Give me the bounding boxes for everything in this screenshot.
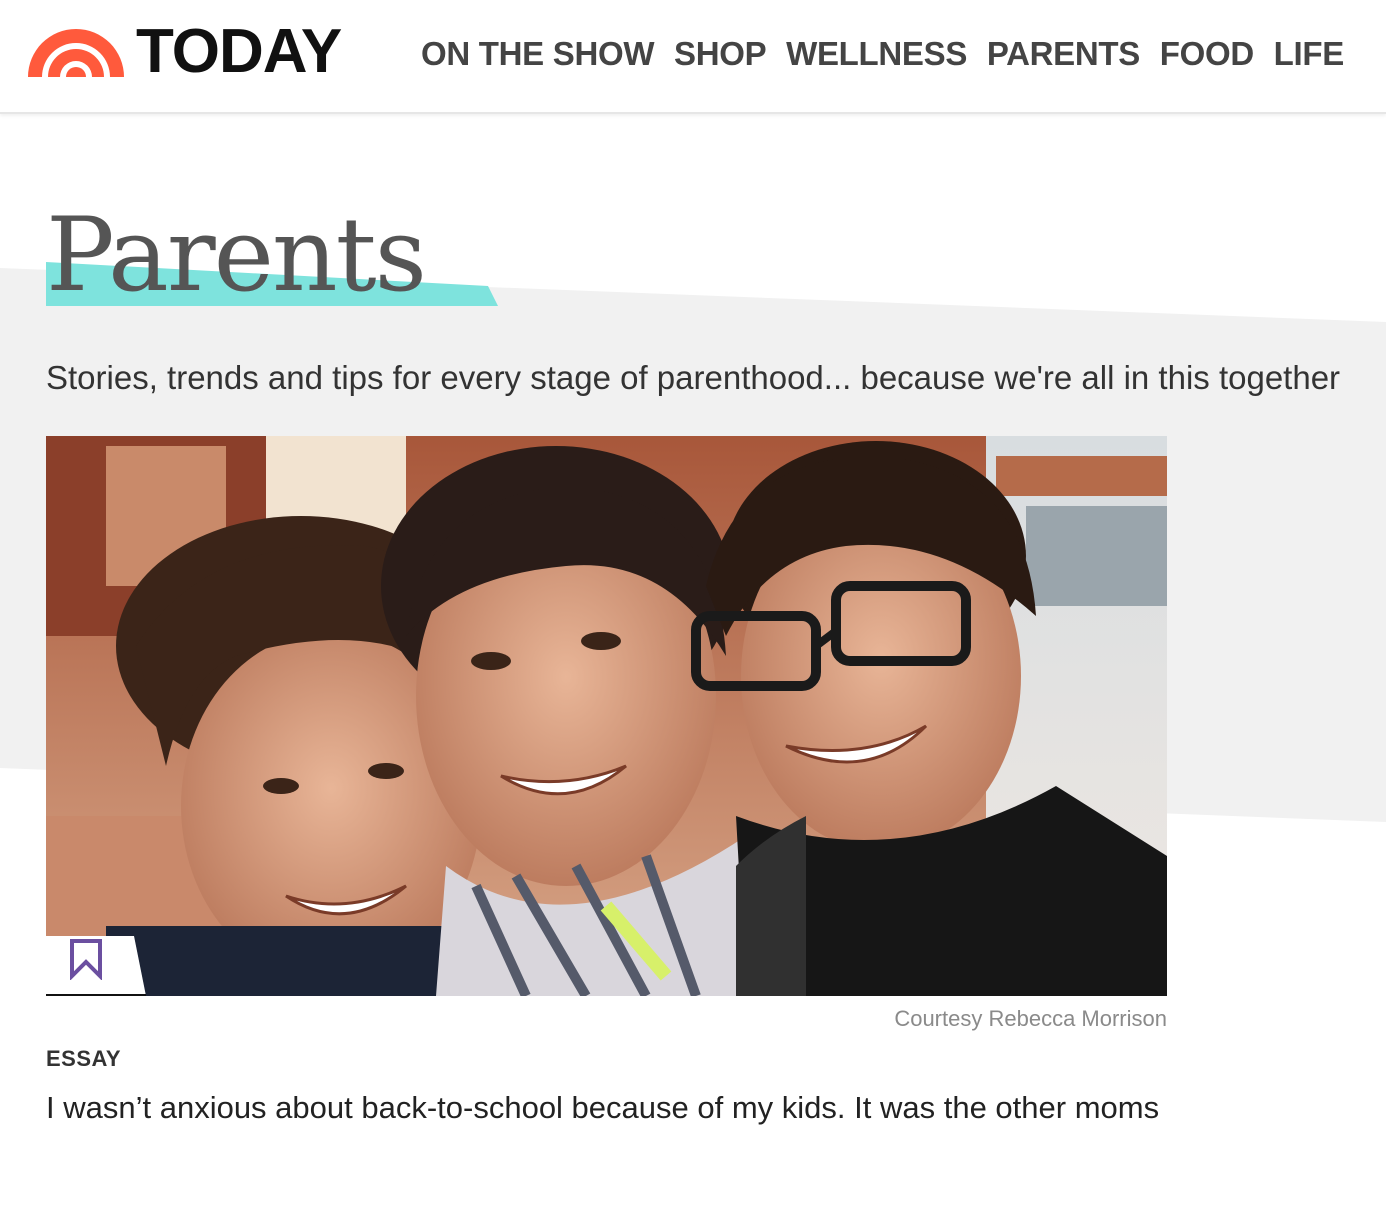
today-logo[interactable]: [28, 17, 342, 86]
article-label: ESSAY: [46, 1046, 122, 1071]
nav-item-shop[interactable]: SHOP: [673, 35, 767, 72]
nav-item-parents[interactable]: PARENTS: [986, 35, 1140, 72]
nav-item-on-the-show[interactable]: ON THE SHOW: [421, 35, 655, 72]
section-tagline: Stories, trends and tips for every stage of parenthood... because we're all in this together: [46, 359, 1341, 396]
site-header: [0, 0, 1386, 114]
section-title-block: [46, 196, 425, 316]
photo-illustration: [46, 436, 1167, 996]
bookmark-icon[interactable]: [68, 938, 104, 980]
article-headline[interactable]: I wasn’t anxious about back-to-school because of my kids. It was the other moms: [46, 1090, 1160, 1125]
photo-caption: Courtesy Rebecca Morrison: [894, 1006, 1167, 1031]
nav-item-food[interactable]: FOOD: [1159, 35, 1254, 72]
brand-name: TODAY: [136, 17, 342, 86]
main-nav: [421, 0, 1344, 108]
nav-item-wellness[interactable]: WELLNESS: [786, 35, 968, 72]
today-rainbow-icon: [28, 27, 124, 77]
nav-item-life[interactable]: LIFE: [1273, 35, 1344, 72]
article-photo[interactable]: [46, 436, 1167, 996]
page-title: Parents: [46, 196, 426, 315]
